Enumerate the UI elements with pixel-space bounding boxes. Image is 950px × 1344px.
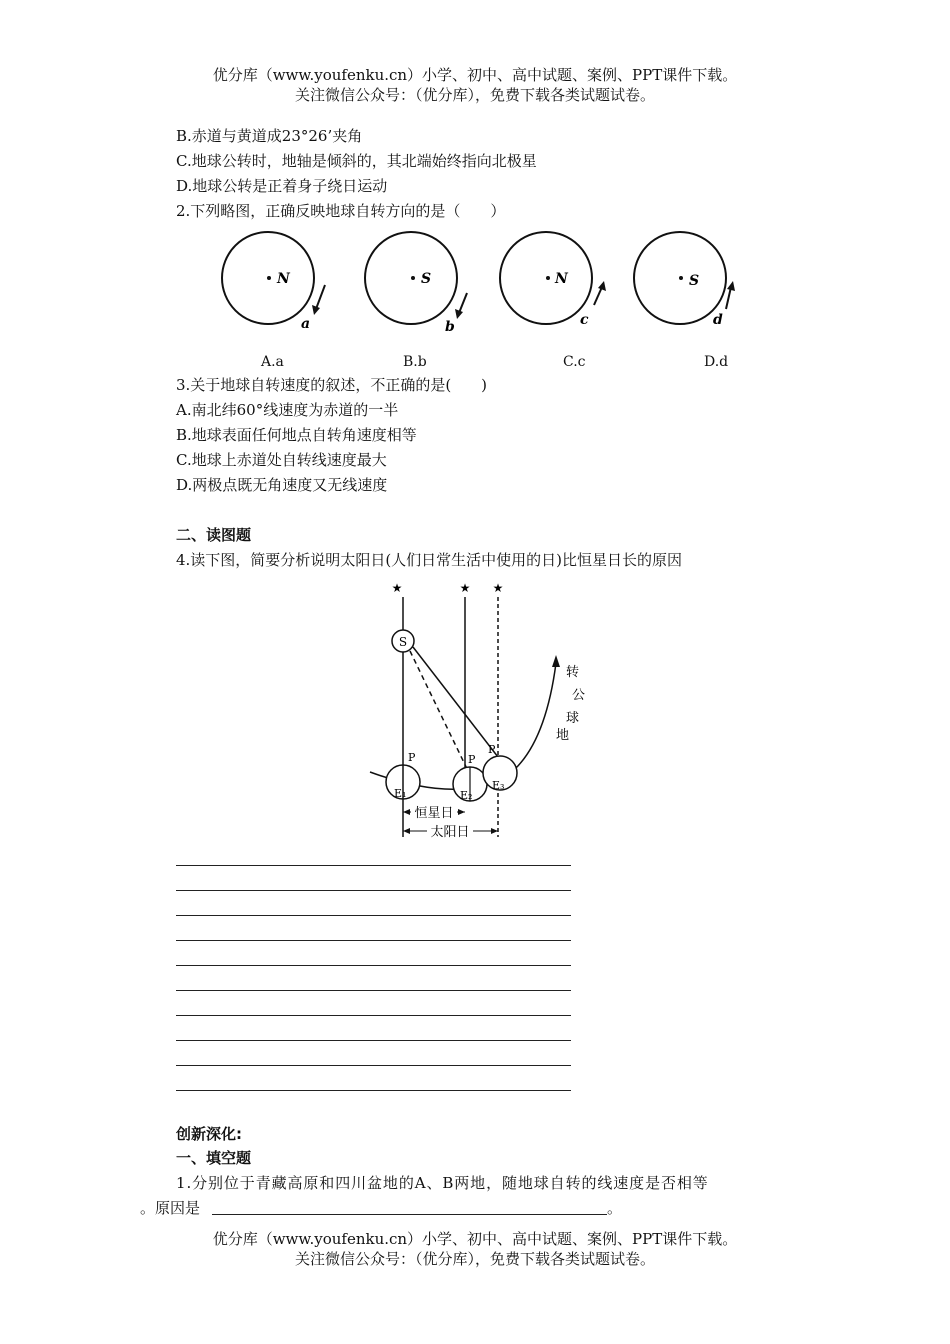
e1-label: E₁ [394,787,407,800]
orbit-label-4: 地 [556,728,570,743]
answer-line[interactable] [176,890,571,891]
section-2-title: 二、读图题 [176,526,252,544]
rotation-arrow-icon [726,287,731,309]
q2-option-a: A.a [261,354,284,370]
orbit-arrow-icon [552,655,560,667]
arrow-label: b [445,319,455,335]
arrow-label: c [580,312,589,328]
arrow-head-icon [598,281,606,291]
section-3-title: 创新深化: [176,1125,242,1143]
q3-option-d: D.两极点既无角速度又无线速度 [176,476,388,494]
q1-option-d: D.地球公转是正着身子绕日运动 [176,177,388,195]
figure-b [365,232,467,335]
q3-option-c: C.地球上赤道处自转线速度最大 [176,451,387,469]
q2-option-d: D.d [704,354,729,370]
figure-c [500,232,606,328]
answer-line[interactable] [176,990,571,991]
rotation-arrow-icon [316,285,325,309]
header-line-2: 关注微信公众号：（优分库），免费下载各类试题试卷。 [294,86,655,104]
span-arrow-icon [403,828,410,834]
footer-line-2: 关注微信公众号：（优分库），免费下载各类试题试卷。 [294,1250,655,1268]
p-label-e1: P [408,751,416,764]
q1-option-c: C.地球公转时，地轴是倾斜的，其北端始终指向北极星 [176,152,537,170]
rotation-arrow-icon [459,293,467,313]
p-label-e2: P [468,753,476,766]
p-label-e3: P [488,743,496,756]
e3-label: E₃ [492,779,505,792]
span-arrow-icon [458,809,465,815]
span-arrow-icon [491,828,498,834]
answer-line[interactable] [176,865,571,866]
pole-dot [679,276,683,280]
q2-stem: 2.下列略图，正确反映地球自转方向的是（ ） [176,202,506,220]
answer-line[interactable] [176,915,571,916]
sun-e2-line [410,651,470,775]
answer-line[interactable] [176,1065,571,1066]
q3-option-b: B.地球表面任何地点自转角速度相等 [176,426,417,444]
star-icon: ★ [391,581,403,595]
pole-dot [411,276,415,280]
orbit-label-1: 转 [566,665,580,680]
figure-a [222,232,325,332]
sidereal-solar-day-diagram [330,575,610,845]
fill-q1-blank[interactable] [212,1214,607,1215]
sun-e3-line [413,647,498,757]
fill-q1-part2: 。原因是 [140,1199,201,1217]
pole-label: N [555,271,568,287]
pole-label: N [277,271,290,287]
sun-label: S [398,635,408,649]
section-3-sub: 一、填空题 [176,1149,252,1167]
span-arrow-icon [403,809,410,815]
answer-line[interactable] [176,1015,571,1016]
arrow-head-icon [455,309,463,319]
pole-dot [267,276,271,280]
sidereal-day-label: 恒星日 [414,806,454,821]
answer-line[interactable] [176,1090,571,1091]
header-line-1: 优分库（www.youfenku.cn）小学、初中、高中试题、案例、PPT课件下载。 [212,66,738,84]
orbit-label-3: 球 [566,711,580,726]
answer-line[interactable] [176,965,571,966]
solar-day-label: 太阳日 [430,825,470,840]
rotation-direction-figures [205,225,750,345]
q4-stem: 4.读下图，简要分析说明太阳日(人们日常生活中使用的日)比恒星日长的原因 [176,551,683,569]
arrow-label: a [301,316,311,332]
answer-lines[interactable] [176,865,571,1095]
fill-q1-end: 。 [607,1199,623,1217]
pole-label: S [689,273,700,289]
rotation-arrow-icon [594,287,602,305]
answer-line[interactable] [176,940,571,941]
pole-label: S [421,271,432,287]
q3-stem: 3.关于地球自转速度的叙述，不正确的是( ) [176,376,488,394]
q3-option-a: A.南北纬60°线速度为赤道的一半 [176,401,399,419]
pole-dot [546,276,550,280]
q2-option-b: B.b [403,354,427,370]
arrow-label: d [713,312,723,328]
q1-option-b: B.赤道与黄道成23°26’夹角 [176,127,363,145]
e2-label: E₂ [460,789,473,802]
orbit-label-2: 公 [572,688,586,703]
star-icon: ★ [492,581,504,595]
footer-line-1: 优分库（www.youfenku.cn）小学、初中、高中试题、案例、PPT课件下载。 [212,1230,738,1248]
fill-q1-part1: 1.分别位于青藏高原和四川盆地的A、B两地，随地球自转的线速度是否相等 [176,1174,709,1192]
q2-option-c: C.c [563,354,586,370]
arrow-head-icon [312,305,320,315]
arrow-head-icon [727,281,735,291]
figure-d [634,232,735,328]
answer-line[interactable] [176,1040,571,1041]
star-icon: ★ [459,581,471,595]
